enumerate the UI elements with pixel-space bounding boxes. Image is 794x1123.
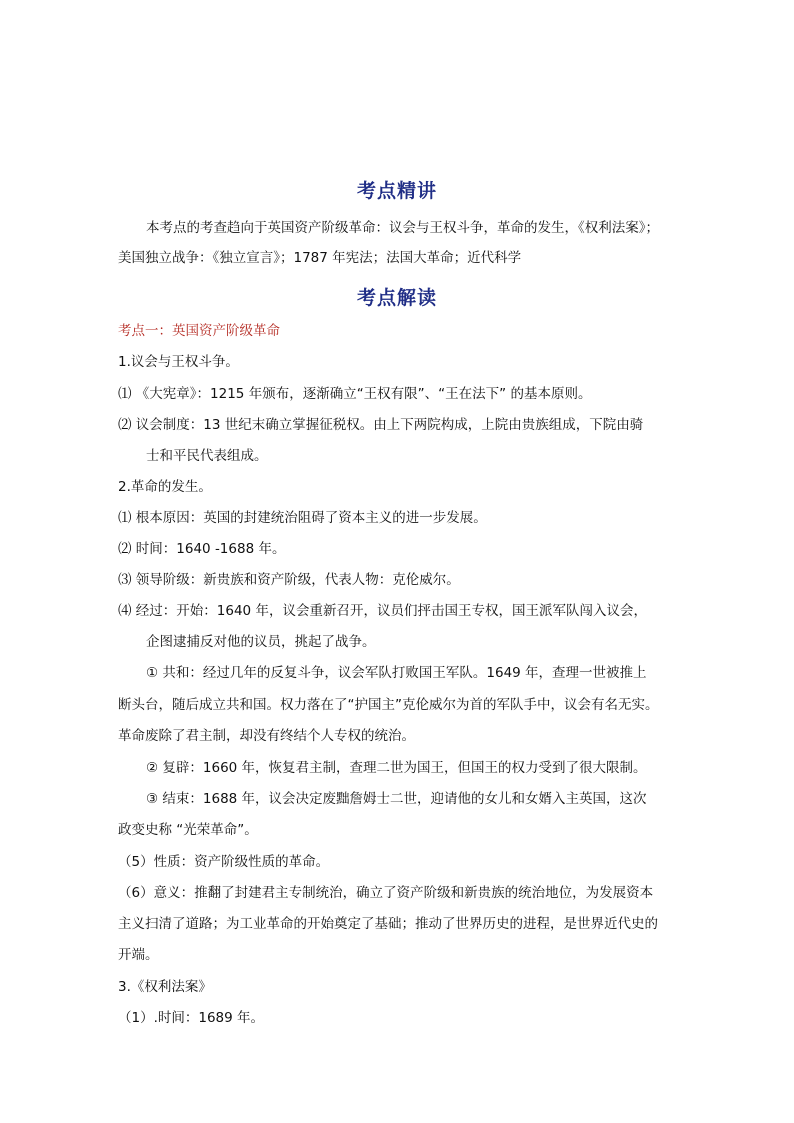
text-line: ① 共和：经过几年的反复斗争，议会军队打败国王军队。1649 年，查理一世被推上	[146, 665, 647, 681]
text-line: ⑶ 领导阶级：新贵族和资产阶级，代表人物：克伦威尔。	[118, 572, 460, 588]
text-line: （6）意义：推翻了封建君主专制统治，确立了资产阶级和新贵族的统治地位，为发展资本	[118, 885, 654, 901]
text-line: 1.议会与王权斗争。	[118, 354, 239, 370]
text-line: （5）性质：资产阶级性质的革命。	[118, 854, 330, 870]
text-line: 主义扫清了道路；为工业革命的开始奠定了基础；推动了世界历史的进程，是世界近代史的	[118, 916, 658, 932]
text-line: ③ 结束：1688 年，议会决定废黜詹姆士二世，迎请他的女儿和女婿入主英国，这次	[146, 791, 647, 807]
text-line: ⑴ 《大宪章》：1215 年颁布，逐渐确立“王权有限”、“王在法下” 的基本原则。	[118, 386, 592, 402]
text-line: 士和平民代表组成。	[146, 448, 268, 464]
intro-line-1: 本考点的考查趋向于英国资产阶级革命：议会与王权斗争，革命的发生，《权利法案》；	[146, 220, 659, 236]
section-title-interpretation: 考点解读	[356, 287, 437, 309]
text-line: 政变史称 “光荣革命”。	[118, 822, 258, 838]
text-line: 革命废除了君主制，却没有终结个人专权的统治。	[118, 728, 415, 744]
text-line: 3.《权利法案》	[118, 979, 212, 995]
intro-line-2: 美国独立战争：《独立宣言》；1787 年宪法；法国大革命；近代科学	[118, 250, 522, 266]
text-line: 企图逮捕反对他的议员，挑起了战争。	[146, 634, 376, 650]
section-title-key-points: 考点精讲	[356, 180, 437, 202]
topic-1-label: 考点一：英国资产阶级革命	[118, 323, 280, 339]
text-line: ⑵ 议会制度：13 世纪末确立掌握征税权。由上下两院构成，上院由贵族组成，下院由骑	[118, 417, 644, 433]
text-line: 开端。	[118, 947, 159, 963]
text-line: （1）.时间：1689 年。	[118, 1010, 265, 1026]
text-line: ⑷ 经过：开始：1640 年，议会重新召开，议员们抨击国王专权，国王派军队闯入议会，	[118, 603, 647, 619]
text-line: ⑵ 时间：1640 -1688 年。	[118, 541, 286, 557]
text-line: 断头台，随后成立共和国。权力落在了“护国主”克伦威尔为首的军队手中，议会有名无实。	[118, 697, 659, 713]
text-line: ② 复辟：1660 年，恢复君主制，查理二世为国王，但国王的权力受到了很大限制。	[146, 760, 647, 776]
text-line: 2.革命的发生。	[118, 479, 212, 495]
text-line: ⑴ 根本原因：英国的封建统治阻碍了资本主义的进一步发展。	[118, 510, 487, 526]
